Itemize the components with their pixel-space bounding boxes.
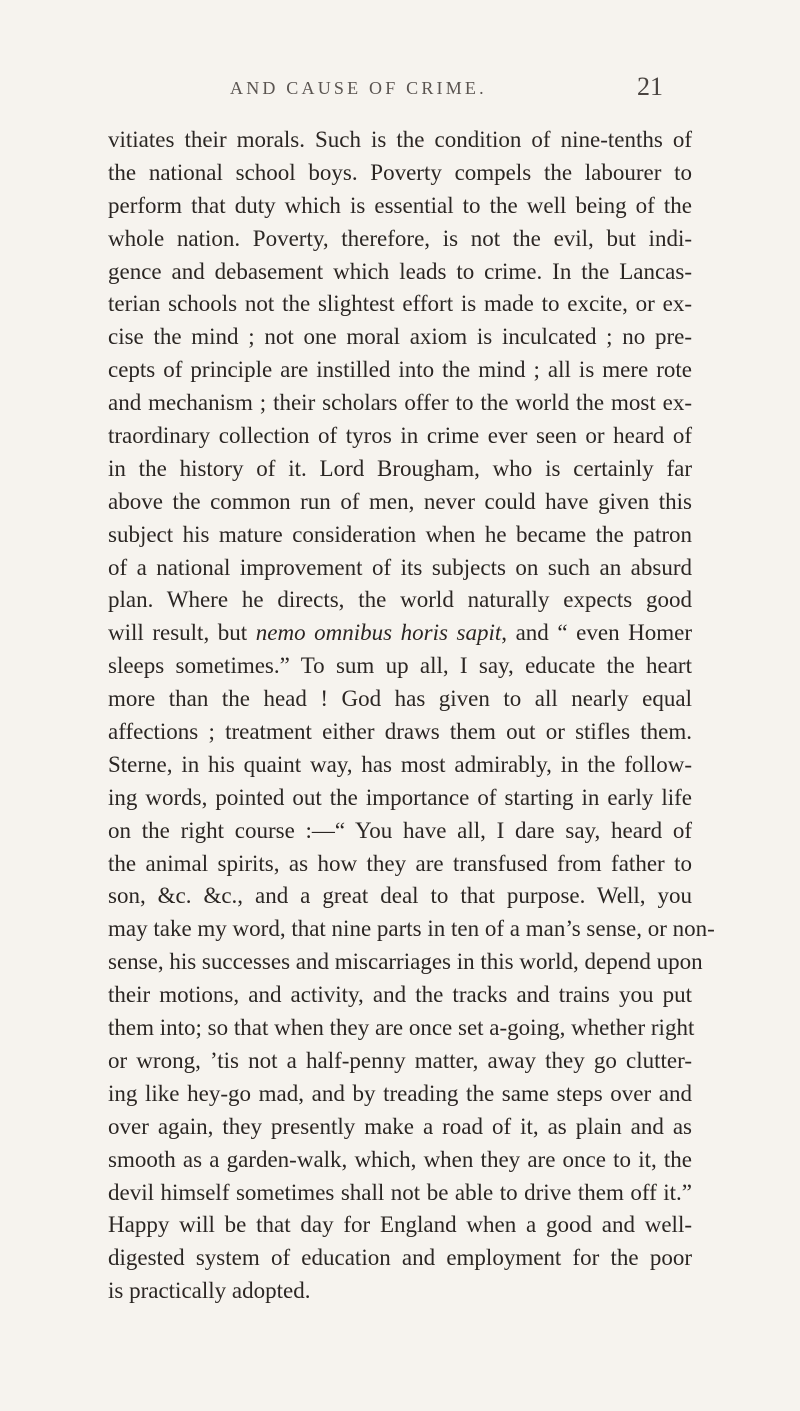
text-line: Sterne, in his quaint way, has most admirably, in the follow- xyxy=(108,751,692,777)
text-line: plan. Where he directs, the world naturally expects good xyxy=(108,587,692,613)
text-line: and mechanism ; their scholars offer to the world the most ex- xyxy=(108,390,692,416)
text-line: ing like hey-go mad, and by treading the same steps over and xyxy=(108,1080,692,1106)
latin-phrase: nemo omnibus horis sapit xyxy=(255,620,502,646)
text-line: above the common run of men, never could have given this xyxy=(108,488,692,514)
text-line: or wrong, ’tis not a half-penny matter, away they go clutter- xyxy=(108,1047,692,1073)
text-line: cise the mind ; not one moral axiom is inculcated ; no pre- xyxy=(108,324,692,350)
text-line: gence and debasement which leads to crime. In the Lancas- xyxy=(108,258,692,284)
text-line: whole nation. Poverty, therefore, is not the evil, but indi- xyxy=(108,225,692,251)
text-line: digested system of education and employment for the poor xyxy=(108,1245,692,1271)
text-line: the animal spirits, as how they are transfused from father to xyxy=(108,850,692,876)
text-line: of a national improvement of its subjects on such an absurd xyxy=(108,554,692,580)
text-line: sleeps sometimes.” To sum up all, I say, educate the heart xyxy=(108,653,692,679)
text-line: son, &c. &c., and a great deal to that purpose. Well, you xyxy=(108,883,692,909)
text-line: on the right course :—“ You have all, I dare say, heard of xyxy=(108,817,692,843)
text-line: smooth as a garden-walk, which, when they are once to it, the xyxy=(108,1146,692,1172)
text-segment: , and “ even Homer xyxy=(501,620,693,646)
text-line: affections ; treatment either draws them out or stifles them. xyxy=(108,719,692,745)
text-line: in the history of it. Lord Brougham, who is certainly far xyxy=(108,455,692,481)
text-line-with-latin-phrase xyxy=(108,617,692,650)
text-line: the national school boys. Poverty compels the labourer to xyxy=(108,159,692,185)
running-head: AND CAUSE OF CRIME. xyxy=(230,78,487,98)
text-line: over again, they presently make a road of it, as plain and as xyxy=(108,1113,692,1139)
text-line: may take my word, that nine parts in ten of a man’s sense, or non- xyxy=(108,916,715,942)
text-line: perform that duty which is essential to the well being of the xyxy=(108,192,692,218)
text-line: subject his mature consideration when he became the patron xyxy=(108,521,692,547)
text-line: sense, his successes and miscarriages in this world, depend upon xyxy=(108,949,703,975)
text-line: devil himself sometimes shall not be able to drive them off it.” xyxy=(108,1179,692,1205)
text-line: them into; so that when they are once set a-going, whether right xyxy=(108,1015,695,1041)
text-line: Happy will be that day for England when a good and well- xyxy=(108,1212,692,1238)
page-number: 21 xyxy=(637,72,663,101)
text-line: traordinary collection of tyros in crime ever seen or heard of xyxy=(108,423,692,449)
text-line: vitiates their morals. Such is the condition of nine-tenths of xyxy=(108,127,692,152)
text-line: more than the head ! God has given to all nearly equal xyxy=(108,686,692,712)
text-line: ing words, pointed out the importance of starting in early life xyxy=(108,784,692,810)
page-header xyxy=(0,72,800,112)
text-line-last: is practically adopted. xyxy=(108,1278,311,1304)
text-segment: will result, but xyxy=(108,620,256,646)
text-line: their motions, and activity, and the tracks and trains you put xyxy=(108,982,692,1008)
text-line: terian schools not the slightest effort is made to excite, or ex- xyxy=(108,291,692,317)
text-line: cepts of principle are instilled into the mind ; all is mere rote xyxy=(108,357,692,383)
body-text xyxy=(108,124,715,1308)
